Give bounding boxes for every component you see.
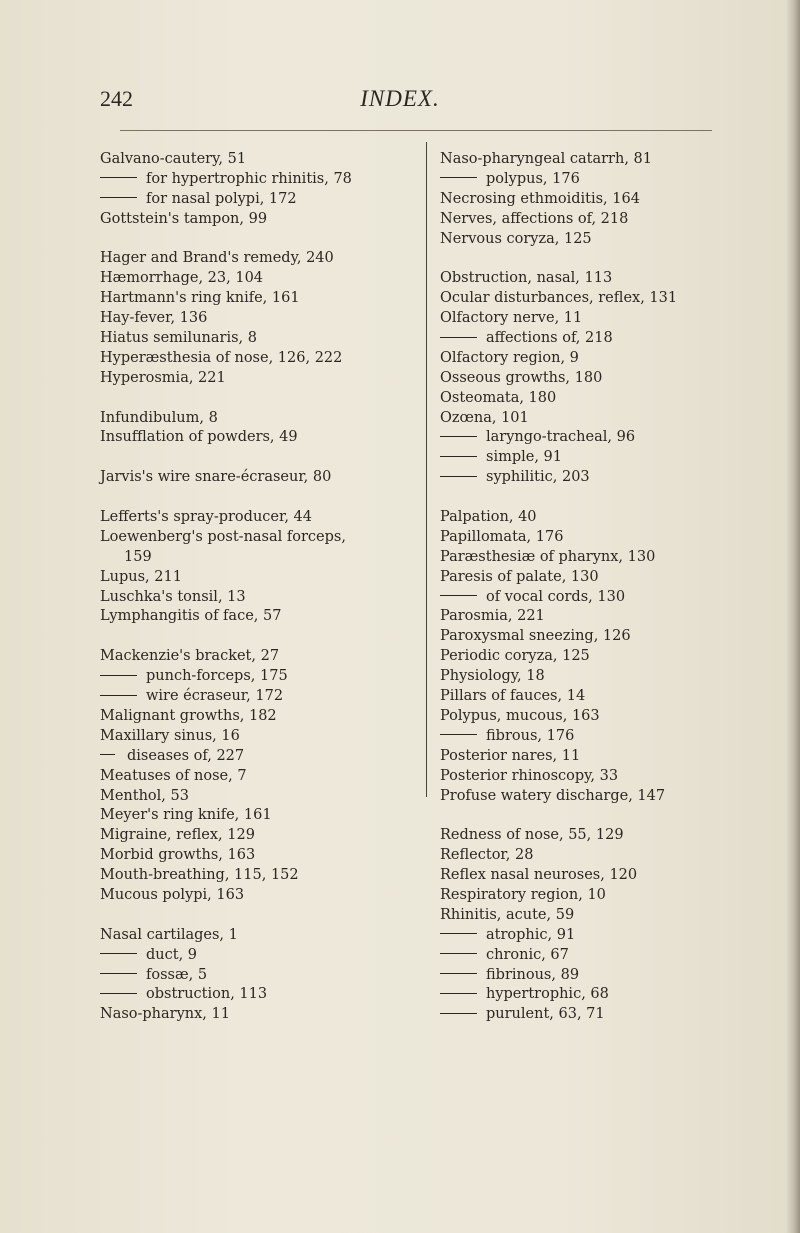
index-entry <box>100 727 352 747</box>
ditto-dash <box>100 973 137 974</box>
entry-text: fibrous, 176 <box>486 727 575 744</box>
entry-text: Hartmann's ring knife, 161 <box>100 290 300 307</box>
ditto-dash <box>440 476 477 477</box>
ditto-dash <box>440 973 477 974</box>
entry-text: Polypus, mucous, 163 <box>440 707 600 724</box>
index-entry <box>440 369 677 389</box>
index-entry <box>100 647 352 667</box>
ditto-dash <box>440 177 477 178</box>
index-entry <box>440 210 677 230</box>
entry-text: Olfactory nerve, 11 <box>440 310 583 327</box>
entry-text: Nerves, affections of, 218 <box>440 210 629 227</box>
entry-text: Pillars of fauces, 14 <box>440 688 586 705</box>
entry-text: Hyperæsthesia of nose, 126, 222 <box>100 349 343 366</box>
index-subentry <box>440 946 677 966</box>
entry-text: chronic, 67 <box>486 946 569 963</box>
page-number: 242 <box>100 86 133 111</box>
index-entry <box>440 409 677 429</box>
ditto-dash <box>100 754 115 755</box>
index-subentry <box>100 190 352 210</box>
index-entry <box>440 627 677 647</box>
ditto-dash <box>440 734 477 735</box>
ditto-dash <box>440 933 477 934</box>
index-entry <box>100 588 352 608</box>
index-entry <box>440 508 677 528</box>
index-entry <box>100 707 352 727</box>
group-spacer <box>100 389 352 409</box>
entry-text: Osseous growths, 180 <box>440 369 603 386</box>
index-entry <box>440 289 677 309</box>
index-subentry <box>100 548 352 568</box>
entry-text: Reflex nasal neuroses, 120 <box>440 867 638 884</box>
entry-text: hypertrophic, 68 <box>486 986 609 1003</box>
entry-text: Lefferts's spray-producer, 44 <box>100 509 312 526</box>
ditto-dash <box>440 993 477 994</box>
index-entry <box>440 269 677 289</box>
entry-text: Rhinitis, acute, 59 <box>440 906 575 923</box>
entry-text: Menthol, 53 <box>100 787 189 804</box>
ditto-dash <box>440 456 477 457</box>
header-rule <box>120 130 712 131</box>
index-subentry <box>440 428 677 448</box>
entry-text: wire écraseur, 172 <box>146 688 284 705</box>
index-subentry <box>440 170 677 190</box>
entry-text: Ocular disturbances, reflex, 131 <box>440 290 678 307</box>
index-subentry <box>100 747 352 767</box>
ditto-dash <box>100 197 137 198</box>
index-entry <box>100 787 352 807</box>
entry-text: Luschka's tonsil, 13 <box>100 588 246 605</box>
entry-text: punch-forceps, 175 <box>146 668 288 685</box>
index-entry <box>440 906 677 926</box>
entry-text: Mouth-breathing, 115, 152 <box>100 867 299 884</box>
entry-text: Obstruction, nasal, 113 <box>440 270 613 287</box>
entry-text: Hyperosmia, 221 <box>100 369 226 386</box>
page-edge-shadow <box>786 0 800 1233</box>
ditto-dash <box>440 337 477 338</box>
entry-text: fibrinous, 89 <box>486 966 580 983</box>
entry-text: Redness of nose, 55, 129 <box>440 827 624 844</box>
entry-text: Lupus, 211 <box>100 568 182 585</box>
entry-text: Jarvis's wire snare-écraseur, 80 <box>100 469 332 486</box>
entry-text: 159 <box>124 548 152 565</box>
entry-text: Nasal cartilages, 1 <box>100 926 238 943</box>
index-entry <box>440 886 677 906</box>
entry-text: Hay-fever, 136 <box>100 310 208 327</box>
entry-text: Paresis of palate, 130 <box>440 568 599 585</box>
index-entry <box>440 548 677 568</box>
group-spacer <box>440 806 677 826</box>
index-entry <box>100 150 352 170</box>
index-entry <box>100 926 352 946</box>
running-title: INDEX. <box>360 86 440 111</box>
ditto-dash <box>440 595 477 596</box>
entry-text: Naso-pharynx, 11 <box>100 1006 230 1023</box>
index-entry <box>440 389 677 409</box>
index-subentry <box>440 468 677 488</box>
index-entry <box>100 806 352 826</box>
entry-text: Migraine, reflex, 129 <box>100 827 255 844</box>
index-entry <box>440 150 677 170</box>
index-subentry <box>440 727 677 747</box>
entry-text: Paroxysmal sneezing, 126 <box>440 628 631 645</box>
entry-text: fossæ, 5 <box>146 966 208 983</box>
ditto-dash <box>100 675 137 676</box>
entry-text: Hager and Brand's remedy, 240 <box>100 250 334 267</box>
group-spacer <box>100 627 352 647</box>
entry-text: diseases of, 227 <box>127 747 245 764</box>
ditto-dash <box>100 993 137 994</box>
index-entry <box>440 787 677 807</box>
index-subentry <box>100 170 352 190</box>
index-entry <box>440 309 677 329</box>
entry-text: Hæmorrhage, 23, 104 <box>100 270 264 287</box>
index-entry <box>440 568 677 588</box>
index-entry <box>440 866 677 886</box>
entry-text: Hiatus semilunaris, 8 <box>100 330 257 347</box>
index-entry <box>440 190 677 210</box>
index-subentry <box>440 985 677 1005</box>
entry-text: Mucous polypi, 163 <box>100 886 245 903</box>
group-spacer <box>100 448 352 468</box>
entry-text: duct, 9 <box>146 946 198 963</box>
index-subentry <box>440 1005 677 1025</box>
index-entry <box>440 687 677 707</box>
group-spacer <box>100 488 352 508</box>
group-spacer <box>440 249 677 269</box>
entry-text: Mackenzie's bracket, 27 <box>100 648 280 665</box>
entry-text: Nervous coryza, 125 <box>440 230 592 247</box>
index-entry <box>100 826 352 846</box>
index-entry <box>100 568 352 588</box>
column-divider <box>426 142 427 797</box>
index-entry <box>440 230 677 250</box>
entry-text: Insufflation of powders, 49 <box>100 429 298 446</box>
index-entry <box>100 249 352 269</box>
index-entry <box>100 409 352 429</box>
entry-text: Naso-pharyngeal catarrh, 81 <box>440 151 652 167</box>
ditto-dash <box>440 953 477 954</box>
entry-text: of vocal cords, 130 <box>486 588 626 605</box>
index-subentry <box>440 926 677 946</box>
entry-text: Galvano-cautery, 51 <box>100 151 247 167</box>
index-entry <box>440 607 677 627</box>
index-entry <box>440 747 677 767</box>
index-column-right <box>440 150 677 1025</box>
entry-text: Parosmia, 221 <box>440 608 545 625</box>
entry-text: Infundibulum, 8 <box>100 409 218 426</box>
ditto-dash <box>100 695 137 696</box>
index-subentry <box>100 966 352 986</box>
group-spacer <box>440 488 677 508</box>
index-entry <box>440 528 677 548</box>
entry-text: for nasal polypi, 172 <box>146 190 297 207</box>
entry-text: Morbid growths, 163 <box>100 847 256 864</box>
index-entry <box>100 846 352 866</box>
group-spacer <box>100 230 352 250</box>
index-entry <box>100 607 352 627</box>
index-entry <box>100 349 352 369</box>
entry-text: Maxillary sinus, 16 <box>100 727 240 744</box>
entry-text: Respiratory region, 10 <box>440 886 606 903</box>
entry-text: simple, 91 <box>486 449 562 466</box>
ditto-dash <box>440 1013 477 1014</box>
index-entry <box>100 309 352 329</box>
entry-text: Profuse watery discharge, 147 <box>440 787 666 804</box>
entry-text: Necrosing ethmoiditis, 164 <box>440 190 640 207</box>
index-entry <box>100 289 352 309</box>
entry-text: Reflector, 28 <box>440 847 534 864</box>
entry-text: syphilitic, 203 <box>486 469 590 486</box>
entry-text: Osteomata, 180 <box>440 389 557 406</box>
index-entry <box>100 468 352 488</box>
index-entry <box>100 528 352 548</box>
index-entry <box>440 846 677 866</box>
index-subentry <box>100 985 352 1005</box>
index-entry <box>100 329 352 349</box>
index-entry <box>100 369 352 389</box>
index-column-left <box>100 150 352 1025</box>
page-header <box>0 86 800 122</box>
index-entry <box>440 707 677 727</box>
entry-text: Meatuses of nose, 7 <box>100 767 247 784</box>
index-entry <box>100 1005 352 1025</box>
entry-text: Gottstein's tampon, 99 <box>100 210 268 227</box>
index-entry <box>100 767 352 787</box>
entry-text: Palpation, 40 <box>440 509 537 526</box>
index-entry <box>100 508 352 528</box>
index-subentry <box>440 329 677 349</box>
entry-text: polypus, 176 <box>486 170 580 187</box>
entry-text: laryngo-tracheal, 96 <box>486 429 636 446</box>
ditto-dash <box>100 177 137 178</box>
entry-text: Olfactory region, 9 <box>440 349 579 366</box>
index-subentry <box>100 946 352 966</box>
entry-text: Physiology, 18 <box>440 668 545 685</box>
index-subentry <box>440 448 677 468</box>
entry-text: Lymphangitis of face, 57 <box>100 608 282 625</box>
entry-text: affections of, 218 <box>486 330 613 347</box>
index-entry <box>440 647 677 667</box>
index-entry <box>440 667 677 687</box>
entry-text: Posterior rhinoscopy, 33 <box>440 767 619 784</box>
index-subentry <box>100 687 352 707</box>
entry-text: obstruction, 113 <box>146 986 268 1003</box>
entry-text: purulent, 63, 71 <box>486 1006 605 1023</box>
ditto-dash <box>440 436 477 437</box>
entry-text: for hypertrophic rhinitis, 78 <box>146 170 352 187</box>
entry-text: Paræsthesiæ of pharynx, 130 <box>440 548 656 565</box>
index-entry <box>100 210 352 230</box>
index-entry <box>100 269 352 289</box>
group-spacer <box>100 906 352 926</box>
entry-text: Malignant growths, 182 <box>100 707 277 724</box>
index-subentry <box>100 667 352 687</box>
index-entry <box>100 886 352 906</box>
entry-text: Papillomata, 176 <box>440 528 564 545</box>
entry-text: Meyer's ring knife, 161 <box>100 807 272 824</box>
index-entry <box>100 866 352 886</box>
entry-text: Ozœna, 101 <box>440 409 529 426</box>
entry-text: Periodic coryza, 125 <box>440 648 590 665</box>
ditto-dash <box>100 953 137 954</box>
index-entry <box>440 767 677 787</box>
index-entry <box>440 826 677 846</box>
index-entry <box>440 349 677 369</box>
index-subentry <box>440 966 677 986</box>
entry-text: atrophic, 91 <box>486 926 576 943</box>
index-entry <box>100 428 352 448</box>
entry-text: Loewenberg's post-nasal forceps, <box>100 528 346 545</box>
entry-text: Posterior nares, 11 <box>440 747 581 764</box>
index-subentry <box>440 588 677 608</box>
